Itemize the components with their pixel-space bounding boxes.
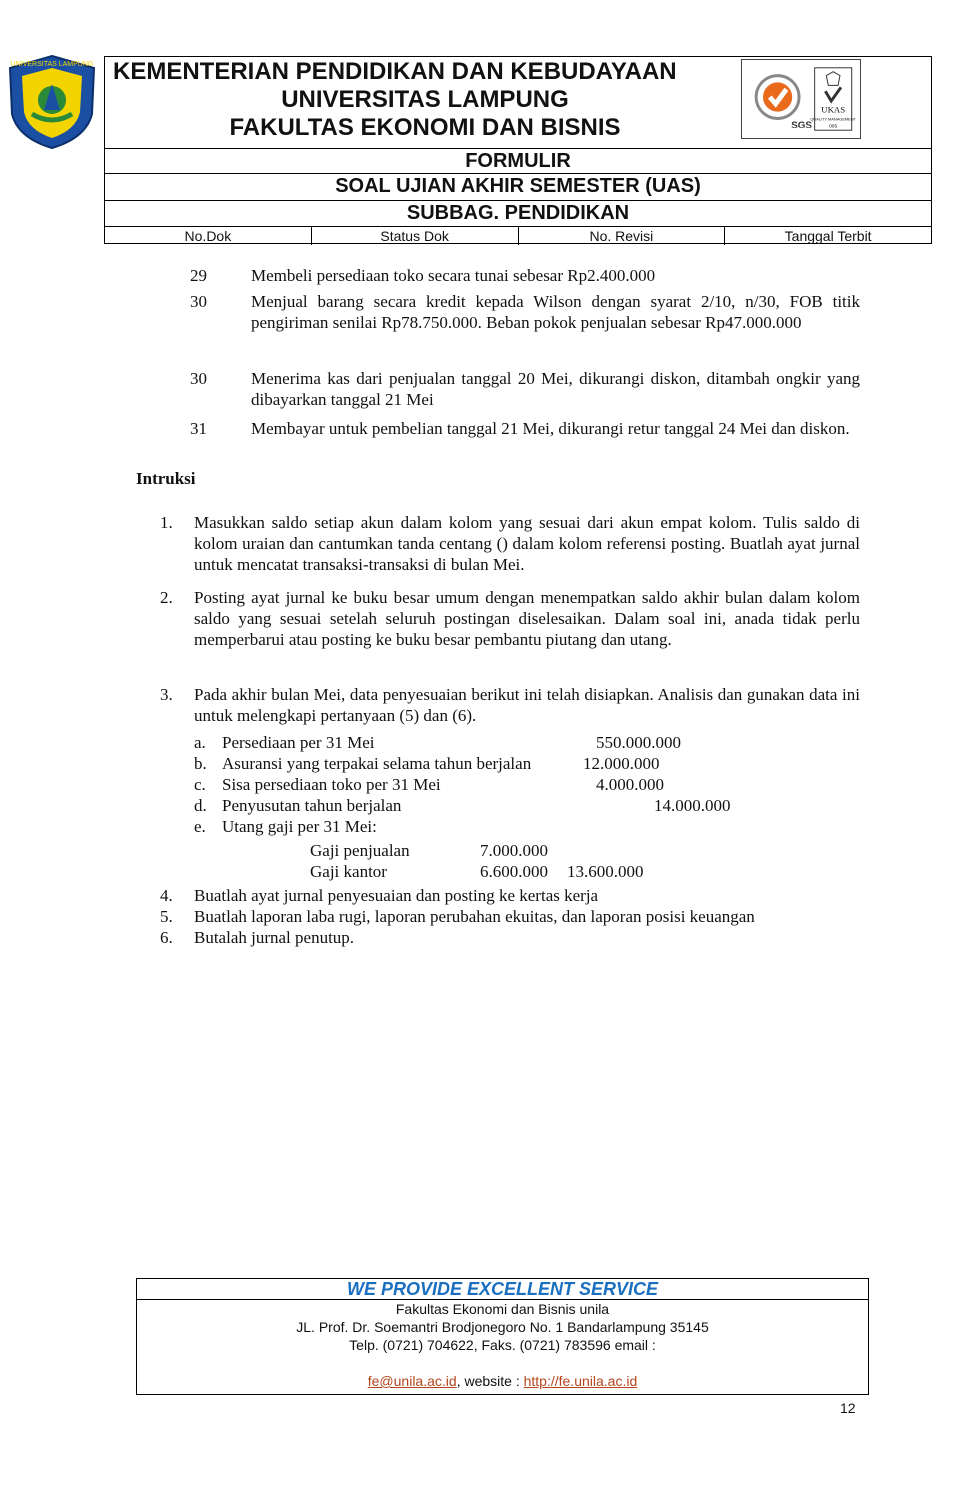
instruction-number: 4. — [160, 886, 173, 905]
instruction-item — [160, 587, 860, 650]
adjustment-letter: d. — [194, 796, 207, 815]
logo-text: UNIVERSITAS LAMPUNG — [10, 61, 94, 68]
adjustment-amount: 4.000.000 — [596, 775, 664, 794]
salary-amount: 7.000.000 — [480, 841, 548, 860]
instruction-number: 2. — [160, 588, 173, 607]
instruction-text: Posting ayat jurnal ke buku besar umum dengan menempatkan saldo akhir bulan dalam kolom saldo yang sesuai setelah seluruh postingan diselesaikan. Dalam soal ini, anada tidak perlu memperbarui atau posting ke buku besar pembantu piutang dan utang. — [194, 588, 860, 649]
instruction-item — [160, 512, 860, 575]
instruction-number: 3. — [160, 685, 173, 704]
ukas-text: UKAS — [821, 104, 846, 115]
adjustment-label: Asuransi yang terpakai selama tahun berjalan — [222, 754, 532, 773]
transaction-item — [190, 265, 860, 286]
transaction-text: Menerima kas dari penjualan tanggal 20 Mei, dikurangi diskon, ditambah ongkir yang dibayarkan tanggal 21 Mei — [251, 369, 860, 409]
issue-date-label: Tanggal Terbit — [784, 228, 872, 244]
transaction-item — [190, 368, 860, 410]
instruction-text: Masukkan saldo setiap akun dalam kolom yang sesuai dari akun empat kolom. Tulis saldo di kolom uraian dan cantumkan tanda centang () dalam kolom referensi posting. Buatlah ayat jurnal untuk mencatat transaksi-transaksi di bulan Mei. — [194, 513, 860, 574]
salary-amount: 6.600.000 — [480, 862, 548, 881]
adjustment-letter: b. — [194, 754, 207, 773]
document-header — [104, 56, 932, 244]
transaction-day: 31 — [190, 419, 207, 438]
form-label: FORMULIR — [105, 148, 931, 173]
exam-title: SOAL UJIAN AKHIR SEMESTER (UAS) — [105, 173, 931, 199]
adjustment-label: Sisa persediaan toko per 31 Mei — [222, 775, 441, 794]
title-block — [105, 57, 745, 149]
transaction-text: Membayar untuk pembelian tanggal 21 Mei, dikurangi retur tanggal 24 Mei dan diskon. — [251, 419, 850, 438]
certification-badge — [741, 59, 861, 139]
instruction-item — [160, 885, 860, 906]
ministry-title: KEMENTERIAN PENDIDIKAN DAN KEBUDAYAAN — [113, 58, 677, 85]
footer-faculty: Fakultas Ekonomi dan Bisnis unila — [395, 1301, 610, 1317]
transaction-day: 30 — [190, 292, 207, 311]
faculty-title: FAKULTAS EKONOMI DAN BISNIS — [229, 114, 621, 141]
instructions-heading: Intruksi — [136, 469, 196, 488]
instruction-text: Butalah jurnal penutup. — [194, 928, 355, 947]
salary-label: Gaji kantor — [310, 862, 387, 881]
adjustment-amount: 12.000.000 — [583, 754, 660, 773]
doc-status-label: Status Dok — [312, 227, 519, 245]
salary-total: 13.600.000 — [567, 862, 644, 881]
university-title: UNIVERSITAS LAMPUNG — [281, 86, 569, 113]
doc-number-label: No.Dok — [105, 227, 312, 245]
footer-phone: Telp. (0721) 704622, Faks. (0721) 783596 email : — [349, 1337, 656, 1353]
transaction-text: Membeli persediaan toko secara tunai sebesar Rp2.400.000 — [251, 266, 656, 285]
page-number: 12 — [840, 1400, 856, 1416]
footer-website-label: , website : — [456, 1373, 524, 1389]
university-logo — [6, 54, 98, 150]
footer-address: JL. Prof. Dr. Soemantri Brodjonegoro No. 1 Bandarlampung 35145 — [296, 1319, 709, 1335]
adjustment-label: Penyusutan tahun berjalan — [222, 796, 402, 815]
page-footer — [136, 1278, 869, 1395]
instruction-text: Pada akhir bulan Mei, data penyesuaian berikut ini telah disiapkan. Analisis dan gunakan data ini untuk melengkapi pertanyaan (5) dan (6). — [194, 685, 860, 725]
transaction-day: 30 — [190, 369, 207, 388]
adjustment-letter: e. — [194, 817, 206, 836]
instruction-item — [160, 906, 860, 927]
instruction-item — [160, 684, 860, 726]
footer-website-link[interactable]: http://fe.unila.ac.id — [523, 1373, 638, 1389]
ukas-subtext: QUALITY MANAGEMENT — [810, 116, 856, 122]
instruction-number: 5. — [160, 907, 173, 926]
transaction-day: 29 — [190, 266, 207, 285]
adjustment-letter: a. — [194, 733, 206, 752]
sgs-text: SGS — [791, 120, 812, 132]
adjustment-label: Persediaan per 31 Mei — [222, 733, 375, 752]
transaction-item — [190, 418, 860, 439]
footer-contact — [137, 1372, 868, 1390]
document-meta-row — [105, 226, 931, 245]
adjustment-amount: 550.000.000 — [596, 733, 681, 752]
revision-label: No. Revisi — [519, 227, 726, 245]
transaction-text: Menjual barang secara kredit kepada Wilson dengan syarat 2/10, n/30, FOB titik pengiriman senilai Rp78.750.000. Beban pokok penjualan sebesar Rp47.000.000 — [251, 292, 860, 332]
salary-label: Gaji penjualan — [310, 841, 410, 860]
ukas-number: 005 — [829, 124, 838, 130]
transaction-item — [190, 291, 860, 333]
footer-email-link[interactable]: fe@unila.ac.id — [367, 1373, 457, 1389]
adjustment-label: Utang gaji per 31 Mei: — [222, 817, 377, 836]
adjustment-letter: c. — [194, 775, 206, 794]
instruction-number: 1. — [160, 513, 173, 532]
instruction-text: Buatlah ayat jurnal penyesuaian dan posting ke kertas kerja — [194, 886, 599, 905]
instruction-item — [160, 927, 860, 948]
footer-slogan: WE PROVIDE EXCELLENT SERVICE — [137, 1279, 868, 1300]
instruction-text: Buatlah laporan laba rugi, laporan perubahan ekuitas, dan laporan posisi keuangan — [194, 907, 755, 926]
adjustment-amount: 14.000.000 — [654, 796, 731, 815]
instruction-number: 6. — [160, 928, 173, 947]
subbag-title: SUBBAG. PENDIDIKAN — [105, 200, 931, 226]
